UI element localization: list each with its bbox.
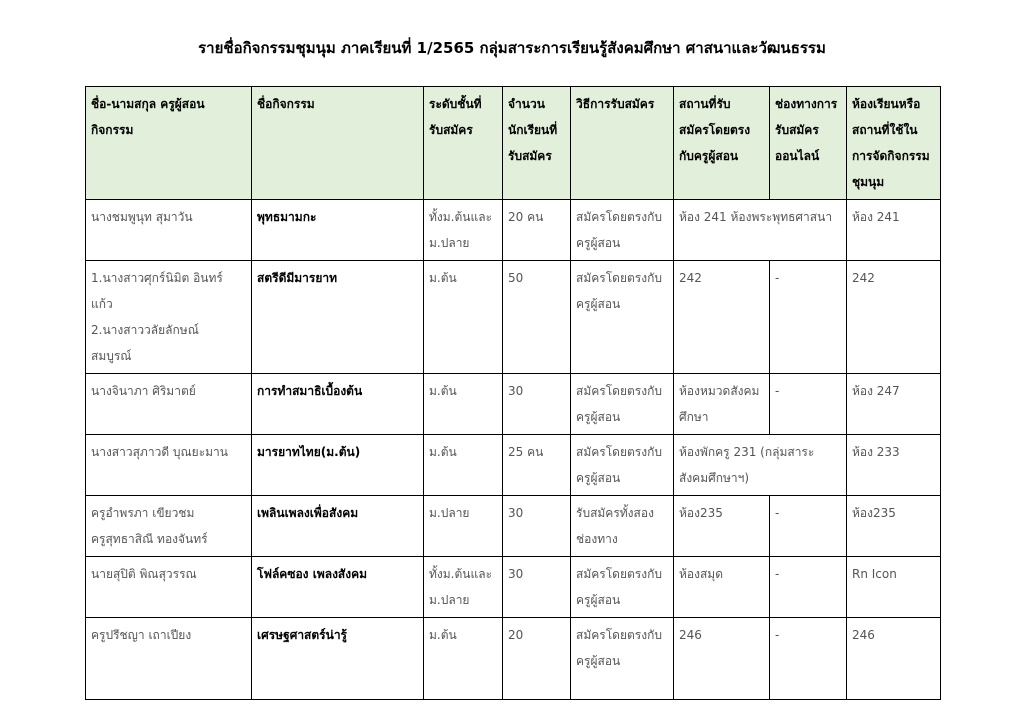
- level-cell: ม.ต้น: [424, 435, 503, 496]
- method-cell: สมัครโดยตรงกับ ครูผู้สอน: [571, 618, 674, 700]
- place-cell: 246: [674, 618, 770, 700]
- teacher-cell: นายสุปิติ พิณสุวรรณ: [86, 557, 252, 618]
- table-row: [86, 557, 941, 618]
- method-cell: รับสมัครทั้งสอง ช่องทาง: [571, 496, 674, 557]
- method-cell: สมัครโดยตรงกับ ครูผู้สอน: [571, 374, 674, 435]
- header-online: ช่องทางการ รับสมัคร ออนไลน์: [770, 87, 847, 200]
- online-cell: -: [770, 261, 847, 374]
- table-row: [86, 200, 941, 261]
- activity-cell: มารยาทไทย(ม.ต้น): [252, 435, 424, 496]
- level-cell: ทั้งม.ต้นและ ม.ปลาย: [424, 200, 503, 261]
- count-cell: 30: [503, 557, 571, 618]
- count-cell: 20: [503, 618, 571, 700]
- place-cell: ห้องพักครู 231 (กลุ่มสาระ สังคมศึกษาฯ): [674, 435, 847, 496]
- activity-table: [85, 86, 941, 700]
- table-row: [86, 618, 941, 700]
- online-cell: -: [770, 557, 847, 618]
- room-cell: ห้อง 233: [847, 435, 941, 496]
- count-cell: 25 คน: [503, 435, 571, 496]
- teacher-cell: นางสาวสุภาวดี บุณยะมาน: [86, 435, 252, 496]
- teacher-cell: นางจินาภา ศิริมาตย์: [86, 374, 252, 435]
- level-cell: ม.ต้น: [424, 374, 503, 435]
- activity-cell: เพลินเพลงเพื่อสังคม: [252, 496, 424, 557]
- place-cell: ห้อง235: [674, 496, 770, 557]
- activity-cell: เศรษฐศาสตร์น่ารู้: [252, 618, 424, 700]
- place-cell: 242: [674, 261, 770, 374]
- activity-cell: การทำสมาธิเบื้องต้น: [252, 374, 424, 435]
- level-cell: ม.ต้น: [424, 261, 503, 374]
- online-cell: -: [770, 374, 847, 435]
- room-cell: ห้อง235: [847, 496, 941, 557]
- level-cell: ทั้งม.ต้นและ ม.ปลาย: [424, 557, 503, 618]
- online-cell: -: [770, 618, 847, 700]
- activity-cell: สตรีดีมีมารยาท: [252, 261, 424, 374]
- count-cell: 50: [503, 261, 571, 374]
- count-cell: 30: [503, 374, 571, 435]
- room-cell: 242: [847, 261, 941, 374]
- count-cell: 20 คน: [503, 200, 571, 261]
- page-title: รายชื่อกิจกรรมชุมนุม ภาคเรียนที่ 1/2565 กลุ่มสาระการเรียนรู้สังคมศึกษา ศาสนาและวัฒนธรรม: [198, 39, 826, 57]
- teacher-cell: ครูอำพรภา เขียวชม ครูสุทธาสิณี ทองจันทร์: [86, 496, 252, 557]
- method-cell: สมัครโดยตรงกับ ครูผู้สอน: [571, 435, 674, 496]
- teacher-cell: 1.นางสาวศุกร์นิมิต อินทร์ แก้ว 2.นางสาววลัยลักษณ์ สมบูรณ์: [86, 261, 252, 374]
- teacher-cell: ครูปรีชญา เถาเปียง: [86, 618, 252, 700]
- room-cell: ห้อง 247: [847, 374, 941, 435]
- place-cell: ห้องสมุด: [674, 557, 770, 618]
- table-row: [86, 435, 941, 496]
- table-row: [86, 496, 941, 557]
- place-cell: ห้องหมวดสังคม ศึกษา: [674, 374, 770, 435]
- place-cell: ห้อง 241 ห้องพระพุทธศาสนา: [674, 200, 847, 261]
- teacher-cell: นางชมพูนุท สุมาวัน: [86, 200, 252, 261]
- count-cell: 30: [503, 496, 571, 557]
- header-level: ระดับชั้นที่ รับสมัคร: [424, 87, 503, 200]
- header-row: [86, 87, 941, 200]
- header-activity: ชื่อกิจกรรม: [252, 87, 424, 200]
- online-cell: -: [770, 496, 847, 557]
- level-cell: ม.ต้น: [424, 618, 503, 700]
- table-row: [86, 374, 941, 435]
- header-count: จำนวน นักเรียนที่ รับสมัคร: [503, 87, 571, 200]
- level-cell: ม.ปลาย: [424, 496, 503, 557]
- header-method: วิธีการรับสมัคร: [571, 87, 674, 200]
- table-row: [86, 261, 941, 374]
- method-cell: สมัครโดยตรงกับ ครูผู้สอน: [571, 261, 674, 374]
- header-room: ห้องเรียนหรือ สถานที่ใช้ใน การจัดกิจกรรม ชุมนุม: [847, 87, 941, 200]
- room-cell: ห้อง 241: [847, 200, 941, 261]
- activity-cell: พุทธมามกะ: [252, 200, 424, 261]
- method-cell: สมัครโดยตรงกับ ครูผู้สอน: [571, 200, 674, 261]
- method-cell: สมัครโดยตรงกับ ครูผู้สอน: [571, 557, 674, 618]
- room-cell: Rn Icon: [847, 557, 941, 618]
- header-teacher: ชื่อ-นามสกุล ครูผู้สอน กิจกรรม: [86, 87, 252, 200]
- room-cell: 246: [847, 618, 941, 700]
- activity-cell: โฟล์คซอง เพลงสังคม: [252, 557, 424, 618]
- header-place: สถานที่รับ สมัครโดยตรง กับครูผู้สอน: [674, 87, 770, 200]
